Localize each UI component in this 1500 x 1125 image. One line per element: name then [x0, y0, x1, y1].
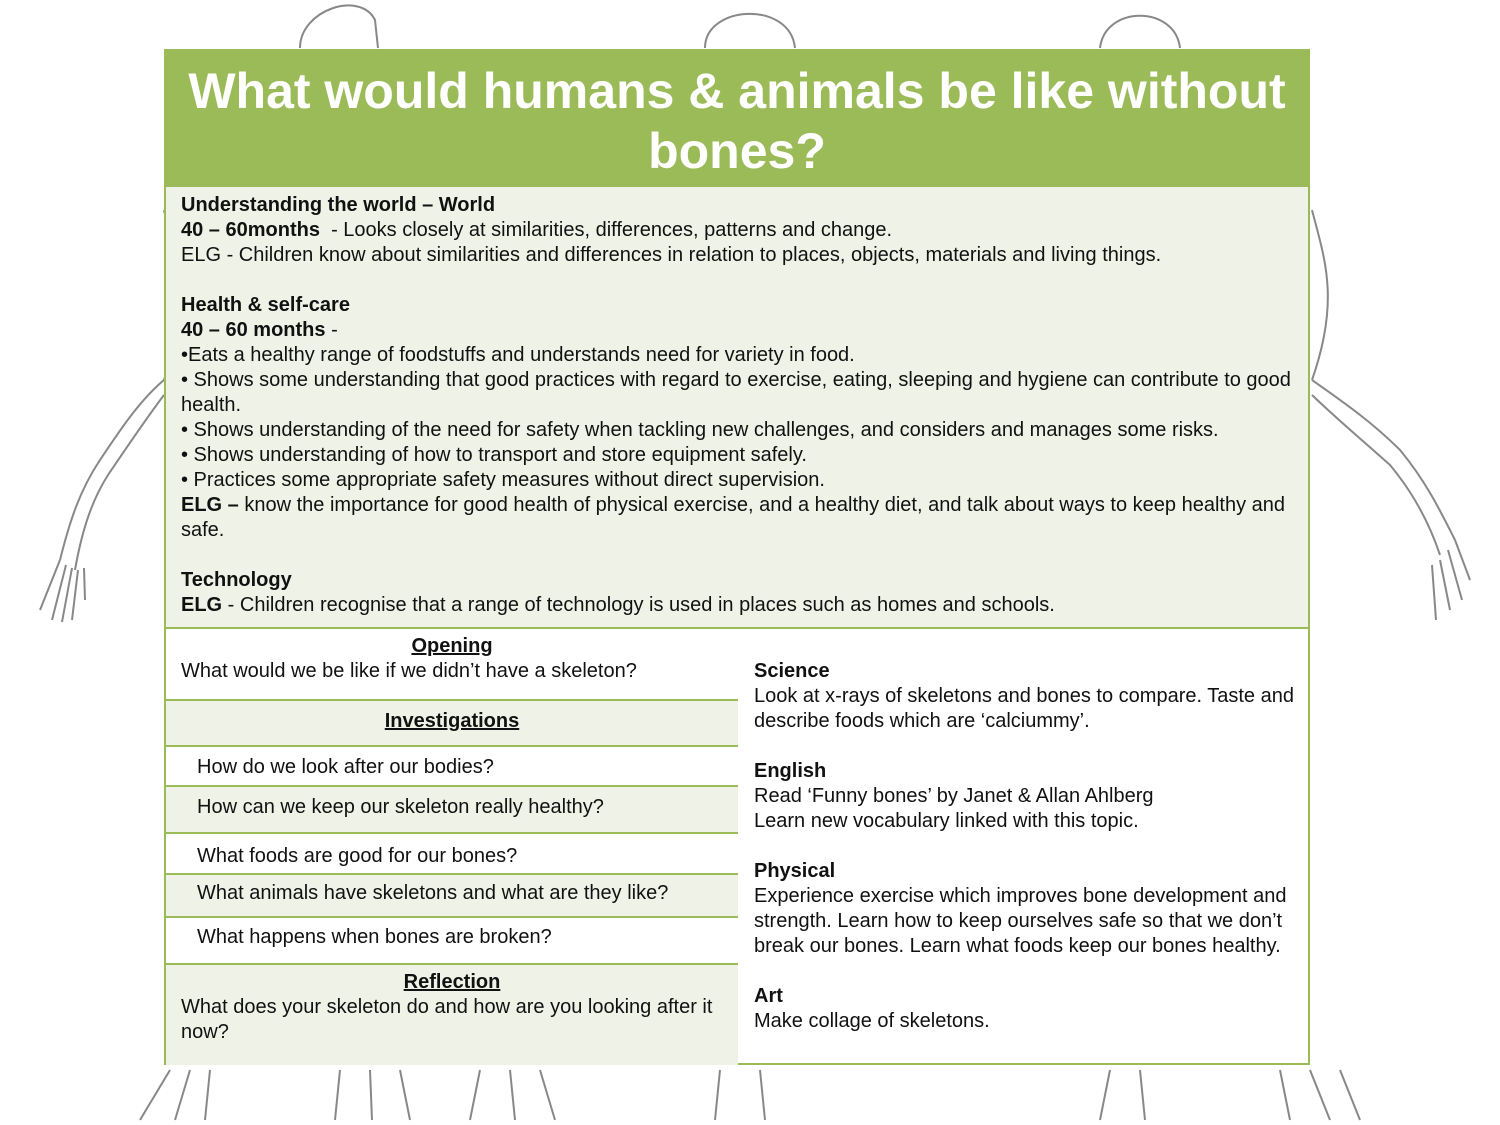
investigation-question: How can we keep our skeleton really healthy?: [197, 796, 604, 818]
world-elg-line: ELG - Children know about similarities and differences in relation to places, objects, materials and living things.: [181, 244, 1162, 266]
investigations-heading: Investigations: [384, 710, 520, 732]
health-bullet: • Shows understanding of how to transport and store equipment safely.: [181, 444, 807, 466]
activities-section: [166, 627, 1308, 1065]
technology-elg-label: ELG: [181, 594, 223, 616]
health-elg-label: ELG –: [181, 494, 239, 516]
learning-goals-panel: [166, 187, 1308, 627]
reflection-heading: Reflection: [403, 971, 501, 993]
page-title: What would humans & animals be like without bones?: [166, 51, 1308, 187]
subject-links-column: [754, 629, 1304, 1065]
health-bullet: •Eats a healthy range of foodstuffs and understands need for variety in food.: [181, 344, 855, 366]
subject-text: Make collage of skeletons.: [754, 1010, 990, 1032]
opening-cell: [166, 629, 738, 701]
investigation-row: [166, 747, 738, 787]
investigation-row: [166, 875, 738, 918]
health-bullet: • Shows understanding of the need for safety when tackling new challenges, and considers and manages some risks.: [181, 419, 1219, 441]
world-months-text: - Looks closely at similarities, differences, patterns and change.: [319, 219, 893, 241]
reflection-text: What does your skeleton do and how are you looking after it now?: [181, 996, 713, 1043]
world-heading: Understanding the world – World: [181, 194, 496, 216]
investigation-row: [166, 787, 738, 834]
technology-heading: Technology: [181, 569, 292, 591]
subject-heading-art: Art: [754, 985, 783, 1007]
world-months-label: 40 – 60months: [181, 219, 320, 241]
health-elg-text: know the importance for good health of physical exercise, and a healthy diet, and talk about ways to keep healthy and safe.: [181, 494, 1286, 541]
investigation-question: What animals have skeletons and what are they like?: [197, 882, 669, 904]
investigation-question: How do we look after our bodies?: [197, 756, 494, 778]
subject-text: Learn new vocabulary linked with this topic.: [754, 810, 1139, 832]
subject-heading-science: Science: [754, 660, 830, 682]
opening-heading: Opening: [411, 635, 493, 657]
opening-text: What would we be like if we didn’t have a skeleton?: [181, 660, 637, 682]
topic-planner-card: [164, 49, 1310, 1065]
enquiry-column: [166, 629, 738, 1065]
investigation-question: What foods are good for our bones?: [197, 845, 518, 867]
reflection-cell: [166, 965, 738, 1065]
subject-text: Read ‘Funny bones’ by Janet & Allan Ahlberg: [754, 785, 1154, 807]
investigation-row: [166, 918, 738, 965]
subject-text: Look at x-rays of skeletons and bones to compare. Taste and describe foods which are ‘calciummy’.: [754, 685, 1294, 732]
health-bullet: • Practices some appropriate safety measures without direct supervision.: [181, 469, 825, 491]
health-months-label: 40 – 60 months: [181, 319, 326, 341]
health-months-text: -: [325, 319, 338, 341]
investigation-row: [166, 834, 738, 875]
health-heading: Health & self-care: [181, 294, 350, 316]
technology-elg-text: - Children recognise that a range of technology is used in places such as homes and schools.: [222, 594, 1055, 616]
subject-text: Experience exercise which improves bone development and strength. Learn how to keep ourselves safe so that we don’t break our bones. Learn what foods keep our bones healthy.: [754, 885, 1287, 957]
health-bullet: • Shows some understanding that good practices with regard to exercise, eating, sleeping and hygiene can contribute to good health.: [181, 369, 1291, 416]
subject-heading-physical: Physical: [754, 860, 836, 882]
investigations-header-cell: [166, 701, 738, 747]
subject-heading-english: English: [754, 760, 827, 782]
investigation-question: What happens when bones are broken?: [197, 926, 552, 948]
